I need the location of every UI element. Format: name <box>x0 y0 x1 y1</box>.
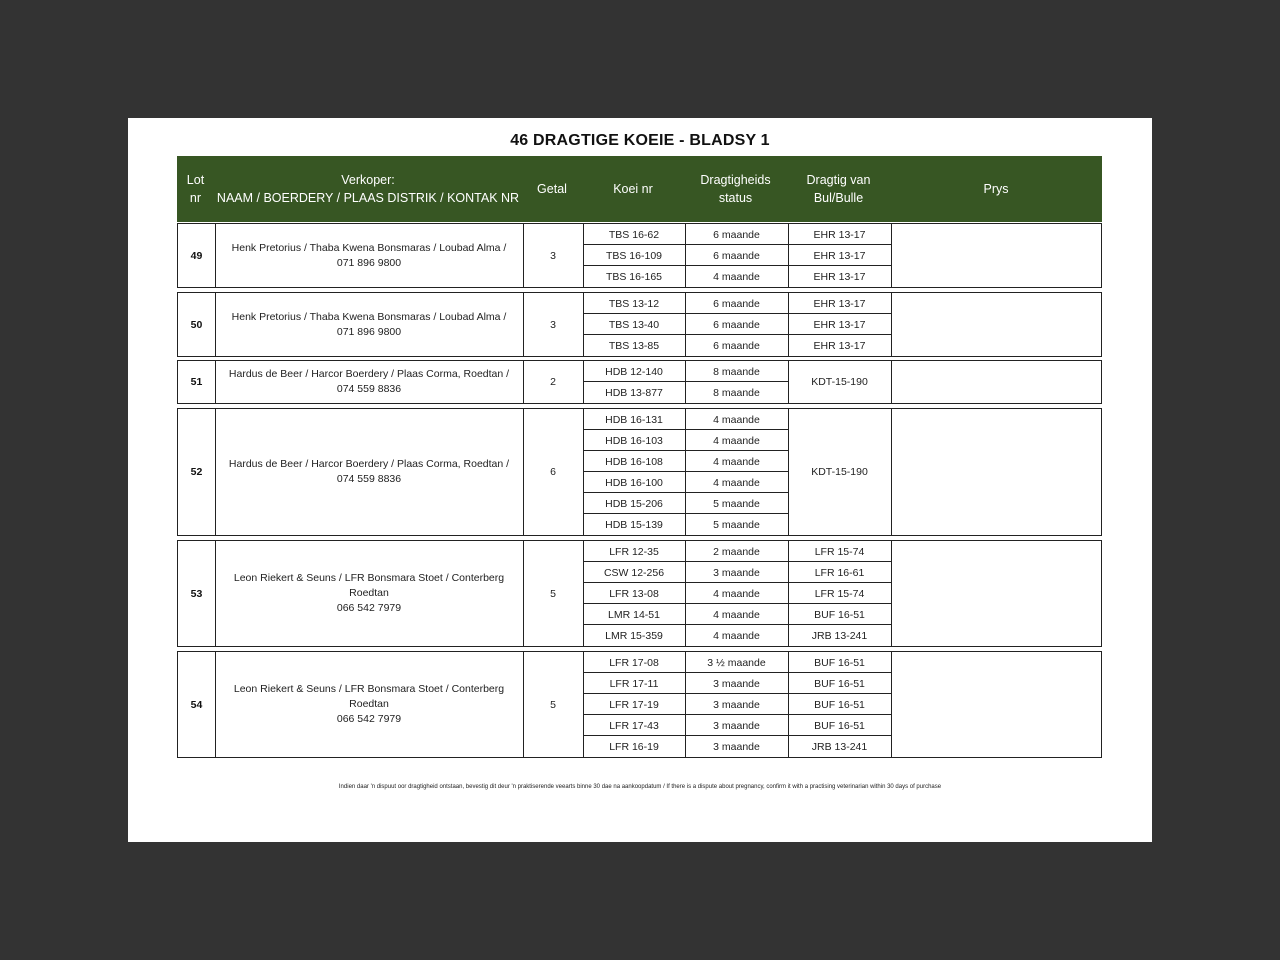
cow-number: HDB 12-140 <box>605 365 663 378</box>
cow-count: 3 <box>550 318 556 331</box>
cow-number: LFR 16-19 <box>609 740 659 753</box>
bull-id: JRB 13-241 <box>811 740 868 753</box>
bull-id: EHR 13-17 <box>813 270 866 283</box>
cow-number: LFR 17-11 <box>609 677 659 690</box>
column-divider <box>523 409 524 535</box>
cow-number: TBS 13-40 <box>608 318 660 331</box>
table-row <box>583 244 891 266</box>
cow-number: HDB 15-139 <box>605 518 663 531</box>
bull-id: BUF 16-51 <box>814 677 865 690</box>
column-divider <box>685 293 686 356</box>
cow-number: TBS 13-12 <box>608 297 660 310</box>
pregnancy-status: 3 maande <box>713 698 760 711</box>
pregnancy-status: 6 maande <box>713 318 760 331</box>
header-cow-number: Koei nr <box>613 182 653 196</box>
seller-line: 066 542 7979 <box>336 713 402 725</box>
table-row <box>583 714 891 736</box>
table-row <box>583 561 891 583</box>
lot-group <box>177 223 1102 288</box>
cow-number: LFR 17-08 <box>609 656 659 669</box>
column-divider <box>891 652 892 757</box>
column-divider <box>215 652 216 757</box>
table-row <box>583 224 891 245</box>
column-divider <box>685 361 686 403</box>
column-divider <box>891 224 892 287</box>
header-price: Prys <box>983 182 1009 196</box>
table-row <box>583 693 891 715</box>
cow-number: LFR 17-43 <box>609 719 659 732</box>
pregnancy-status: 3 maande <box>713 740 760 753</box>
cow-number: LFR 13-08 <box>609 587 659 600</box>
seller-line: 071 896 9800 <box>336 256 402 269</box>
table-row <box>583 735 891 757</box>
table-row <box>583 293 891 314</box>
column-divider <box>788 361 789 403</box>
seller-info <box>215 293 523 356</box>
cow-number: LFR 17-19 <box>609 698 659 711</box>
pregnancy-status: 4 maande <box>713 476 760 489</box>
column-divider <box>215 541 216 646</box>
lot-group <box>177 360 1102 404</box>
seller-info <box>215 224 523 287</box>
document-page <box>128 118 1152 842</box>
pregnancy-status: 6 maande <box>713 339 760 352</box>
table-row <box>583 313 891 335</box>
bull-id: EHR 13-17 <box>813 339 866 352</box>
cow-count: 5 <box>550 698 556 711</box>
column-divider <box>891 541 892 646</box>
page-title: 46 DRAGTIGE KOEIE - BLADSY 1 <box>510 132 770 149</box>
column-divider <box>215 361 216 403</box>
header-seller: Verkoper: NAAM / BOERDERY / PLAAS DISTRIK / KONTAK NR <box>216 173 520 205</box>
seller-line: Leon Riekert & Seuns / LFR Bonsmara Stoet / Conterberg Roedtan <box>233 572 505 599</box>
footnote: Indien daar 'n dispuut oor dragtigheid ontstaan, bevestig dit deur 'n praktiserende veearts binne 30 dae na aankoopdatum / If there is a dispute about pregnancy, confirm it with a practising veterinarian within 30 days of purchase <box>338 784 942 790</box>
seller-line: Henk Pretorius / Thaba Kwena Bonsmaras / Loubad Alma / <box>231 310 507 323</box>
cow-number: HDB 16-100 <box>605 476 663 489</box>
column-divider <box>523 652 524 757</box>
cow-number: HDB 16-108 <box>605 455 663 468</box>
lot-number: 52 <box>190 466 203 478</box>
pregnancy-status: 4 maande <box>713 587 760 600</box>
column-divider <box>523 361 524 403</box>
lot-number: 49 <box>190 249 203 262</box>
cow-number: LMR 14-51 <box>608 608 660 621</box>
cow-rows <box>583 652 891 757</box>
pregnancy-status: 3 maande <box>713 677 760 690</box>
column-divider <box>788 293 789 356</box>
cow-count: 5 <box>550 587 556 600</box>
column-divider <box>788 224 789 287</box>
column-divider <box>788 541 789 646</box>
column-divider <box>891 293 892 356</box>
pregnancy-status: 6 maande <box>713 249 760 262</box>
seller-info <box>215 541 523 646</box>
bull-id: LFR 15-74 <box>814 587 865 600</box>
table-row <box>583 624 891 646</box>
table-header <box>177 156 1102 222</box>
cow-count: 2 <box>550 376 556 388</box>
pregnancy-status: 3 maande <box>713 719 760 732</box>
pregnancy-status: 5 maande <box>713 518 760 531</box>
pregnancy-status: 4 maande <box>713 455 760 468</box>
column-divider <box>685 652 686 757</box>
lot-number: 54 <box>190 698 203 711</box>
pregnancy-status: 4 maande <box>713 629 760 642</box>
pregnancy-status: 6 maande <box>713 297 760 310</box>
column-divider <box>215 224 216 287</box>
column-divider <box>685 409 686 535</box>
column-divider <box>583 361 584 403</box>
pregnancy-status: 5 maande <box>713 497 760 510</box>
column-divider <box>891 361 892 403</box>
bull-id-merged: KDT-15-190 <box>788 361 891 403</box>
lot-number: 51 <box>190 376 203 388</box>
column-divider <box>523 224 524 287</box>
pregnancy-status: 4 maande <box>713 608 760 621</box>
seller-line: Henk Pretorius / Thaba Kwena Bonsmaras / Loubad Alma / <box>231 241 507 254</box>
bull-id: EHR 13-17 <box>813 297 866 310</box>
seller-line: 074 559 8836 <box>336 473 402 485</box>
seller-info <box>215 361 523 403</box>
price-cell <box>891 224 1101 287</box>
cow-number: TBS 16-165 <box>605 270 663 283</box>
cow-rows <box>583 541 891 646</box>
column-divider <box>891 409 892 535</box>
cow-number: TBS 16-109 <box>605 249 663 262</box>
column-divider <box>583 293 584 356</box>
cow-rows <box>583 224 891 287</box>
column-divider <box>788 652 789 757</box>
bull-id: BUF 16-51 <box>814 719 865 732</box>
column-divider <box>685 541 686 646</box>
column-divider <box>583 652 584 757</box>
seller-line: Leon Riekert & Seuns / LFR Bonsmara Stoet / Conterberg Roedtan <box>233 683 505 710</box>
table-row <box>583 541 891 562</box>
column-divider <box>215 293 216 356</box>
table-row <box>583 582 891 604</box>
table-row <box>583 603 891 625</box>
bull-id: JRB 13-241 <box>811 629 868 642</box>
seller-line: 074 559 8836 <box>336 383 402 395</box>
lot-number: 50 <box>190 318 203 331</box>
header-lot: Lot nr <box>186 173 205 205</box>
bull-id: EHR 13-17 <box>813 228 866 241</box>
price-cell <box>891 409 1101 535</box>
cow-number: LMR 15-359 <box>605 629 663 642</box>
column-divider <box>788 409 789 535</box>
lot-group <box>177 540 1102 647</box>
pregnancy-status: 4 maande <box>713 434 760 447</box>
cow-rows <box>583 293 891 356</box>
bull-id: BUF 16-51 <box>814 698 865 711</box>
pregnancy-status: 3 ½ maande <box>707 656 766 669</box>
pregnancy-status: 8 maande <box>713 386 760 399</box>
lot-group <box>177 651 1102 758</box>
seller-line: Hardus de Beer / Harcor Boerdery / Plaas Corma, Roedtan / <box>228 368 510 380</box>
pregnancy-status: 3 maande <box>713 566 760 579</box>
header-count: Getal <box>537 182 567 196</box>
cow-number: CSW 12-256 <box>603 566 665 579</box>
bull-id: BUF 16-51 <box>814 608 865 621</box>
bull-id: BUF 16-51 <box>814 656 865 669</box>
seller-line: 066 542 7979 <box>336 602 402 614</box>
cow-number: HDB 16-103 <box>605 434 663 447</box>
lot-group <box>177 408 1102 536</box>
column-divider <box>685 224 686 287</box>
bull-id: LFR 16-61 <box>814 566 865 579</box>
table-row <box>583 672 891 694</box>
cow-number: TBS 13-85 <box>608 339 660 352</box>
column-divider <box>583 541 584 646</box>
price-cell <box>891 361 1101 403</box>
table-row <box>583 265 891 287</box>
pregnancy-status: 8 maande <box>713 365 760 378</box>
column-divider <box>523 293 524 356</box>
header-bull: Dragtig van Bul/Bulle <box>806 173 871 205</box>
cow-number: TBS 16-62 <box>608 228 660 241</box>
column-divider <box>583 224 584 287</box>
price-cell <box>891 541 1101 646</box>
column-divider <box>215 409 216 535</box>
bull-id: LFR 15-74 <box>814 545 865 558</box>
seller-info <box>215 652 523 757</box>
lot-group <box>177 292 1102 357</box>
cow-number: HDB 15-206 <box>605 497 663 510</box>
seller-line: Hardus de Beer / Harcor Boerdery / Plaas Corma, Roedtan / <box>228 458 510 470</box>
price-cell <box>891 293 1101 356</box>
header-pregnancy-status: Dragtigheids status <box>700 173 771 205</box>
pregnancy-status: 4 maande <box>713 413 760 426</box>
column-divider <box>583 409 584 535</box>
bull-id: EHR 13-17 <box>813 249 866 262</box>
price-cell <box>891 652 1101 757</box>
table-row <box>583 652 891 673</box>
seller-line: 071 896 9800 <box>336 325 402 338</box>
pregnancy-status: 6 maande <box>713 228 760 241</box>
cow-number: HDB 13-877 <box>605 386 663 399</box>
cow-number: HDB 16-131 <box>605 413 663 426</box>
table-row <box>583 334 891 356</box>
cow-count: 3 <box>550 249 556 262</box>
cow-number: LFR 12-35 <box>609 545 659 558</box>
pregnancy-status: 4 maande <box>713 270 760 283</box>
bull-id-merged: KDT-15-190 <box>788 409 891 535</box>
lot-number: 53 <box>190 587 203 600</box>
cow-count: 6 <box>550 466 556 478</box>
seller-info <box>215 409 523 535</box>
pregnancy-status: 2 maande <box>713 545 760 558</box>
bull-id: EHR 13-17 <box>813 318 866 331</box>
column-divider <box>523 541 524 646</box>
